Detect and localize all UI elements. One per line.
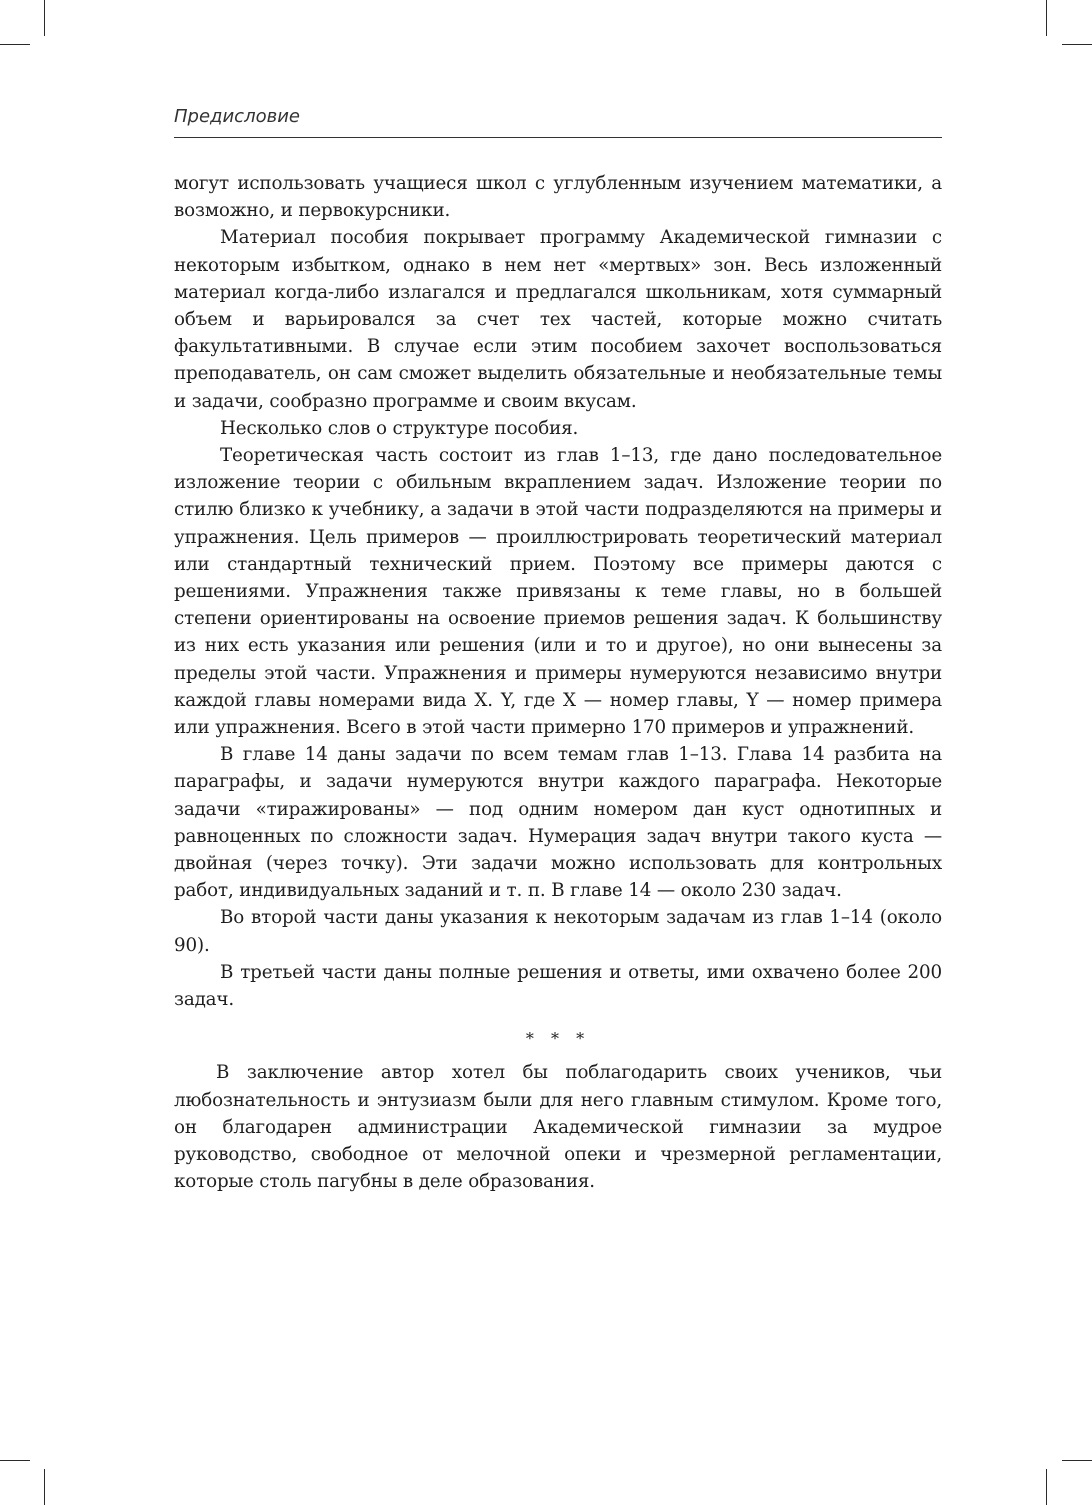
paragraph: В третьей части даны полные решения и ответы, ими охвачено более 200 задач. (174, 961, 942, 1011)
paragraph: Несколько слов о структуре пособия. (220, 417, 579, 439)
paragraph: Теоретическая часть состоит из глав 1–13, где дано последовательное изложение теории с обильным вкраплением задач. Изложение теории по стилю близко к учебнику, а задачи в этой части подразделяются на примеры и упражнения. Цель примеров — проиллюстрировать теоретический материал или стандартный технический прием. Поэтому все примеры даются с решениями. Упражнения также привязаны к теме главы, но в большей степени ориентированы на освоение приемов решения задач. К большинству из них есть указания или решения (или и то и другое), но они вынесены за пределы этой части. Упражнения и примеры нумеруются независимо внутри каждой главы номерами вида X. Y, где X — номер главы, Y — номер примера или упражнения. Всего в этой части примерно 170 примеров и упражнений. (174, 445, 942, 739)
header-rule (174, 137, 942, 138)
crop-mark (0, 44, 30, 45)
crop-mark (1046, 0, 1047, 36)
paragraph: могут использовать учащиеся школ с углубленным изучением математики, а возможно, и первокурсники. (174, 173, 942, 222)
paragraph: В главе 14 даны задачи по всем темам глав 1–13. Глава 14 разбита на параграфы, и задачи нумеруются внутри каждого параграфа. Некоторые задачи «тиражированы» — под одним номером дан куст однотипных и равноценных по сложности задач. Нумерация задач внутри такого куста — двойная (через точку). Эти задачи можно использовать для контрольных работ, индивидуальных заданий и т. п. В главе 14 — около 230 задач. (174, 744, 942, 902)
crop-mark (1046, 1469, 1047, 1505)
closing-paragraph: В заключение автор хотел бы поблагодарить своих учеников, чьи любознательность и энтузиазм были для него главным стимулом. Кроме того, он благодарен администрации Академической гимназии за мудрое руководство, свободное от мелочной опеки и чрезмерной регламентации, которые столь пагубны в деле образования. (174, 1062, 942, 1193)
crop-mark (44, 0, 45, 36)
crop-mark (1062, 44, 1092, 45)
paragraph: Материал пособия покрывает программу Академической гимназии с некоторым избытком, однако в нем нет «мертвых» зон. Весь изложенный материал когда-либо излагался и предлагался школьникам, хотя суммарный объем и варьировался за счет тех частей, которые можно считать факультативными. В случае если этим пособием захочет воспользоваться преподаватель, он сам сможет выделить обязательные и необязательные темы и задачи, сообразно программе и своим вкусам. (174, 227, 942, 412)
crop-mark (1062, 1460, 1092, 1461)
running-head: Предисловие (174, 106, 300, 127)
body-text (174, 170, 942, 1195)
crop-mark (0, 1460, 30, 1461)
paragraph: Во второй части даны указания к некоторым задачам из глав 1–14 (около 90). (174, 907, 942, 956)
crop-mark (44, 1469, 45, 1505)
section-separator: * * * (525, 1029, 591, 1049)
